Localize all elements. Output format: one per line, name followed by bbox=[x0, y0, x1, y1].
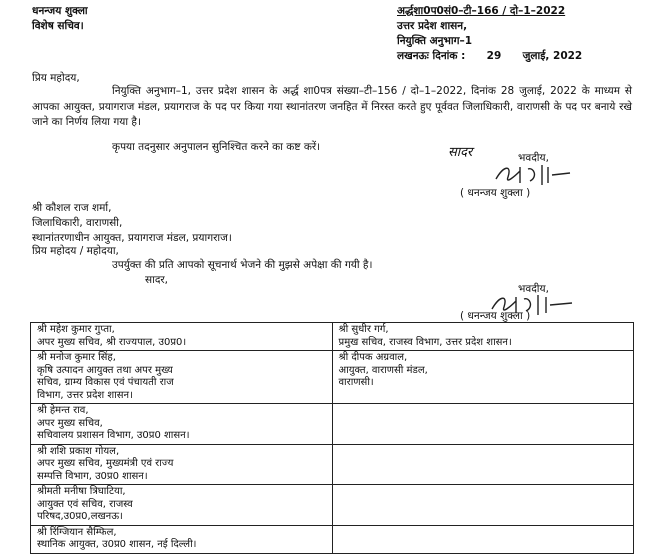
reference-number: अर्द्धशा0प0सं0–टी–166 / दो–1–2022 bbox=[397, 5, 566, 17]
distribution-line: सचिव, ग्राम्य विकास एवं पंचायती राज bbox=[37, 377, 174, 388]
distribution-line: वाराणसी। bbox=[338, 377, 374, 388]
distribution-cell-right bbox=[332, 351, 634, 404]
department-line-2: नियुक्ति अनुभाग–1 bbox=[397, 35, 473, 47]
distribution-line: परिषद,उ0प्र0,लखनऊ। bbox=[37, 511, 123, 522]
date-label: लखनऊः दिनांक : bbox=[397, 50, 466, 62]
distribution-cell-right bbox=[332, 525, 634, 553]
distribution-cell-right bbox=[332, 323, 634, 351]
signatory-name-2: ( धनन्जय शुक्ला ) bbox=[460, 310, 531, 322]
distribution-line: आयुक्त एवं सचिव, राजस्व bbox=[37, 498, 133, 510]
closing-regards-2: भवदीय, bbox=[518, 283, 549, 295]
distribution-line: सम्पत्ति विभाग, उ0प्र0 शासन। bbox=[37, 470, 148, 482]
distribution-line: श्री शशि प्रकाश गोयल, bbox=[37, 445, 120, 457]
letter-date bbox=[397, 49, 582, 63]
distribution-line: कृषि उत्पादन आयुक्त तथा अपर मुख्य bbox=[37, 364, 173, 376]
distribution-row bbox=[31, 485, 634, 526]
distribution-cell-left bbox=[31, 323, 333, 351]
distribution-line: अपर मुख्य सचिव, मुख्यमंत्री एवं राज्य bbox=[37, 458, 174, 469]
distribution-row bbox=[31, 444, 634, 485]
body-paragraph-1 bbox=[32, 84, 632, 131]
sender-name: धनन्जय शुक्ला bbox=[32, 5, 88, 17]
distribution-line: श्री सुधीर गर्ग, bbox=[338, 324, 389, 335]
distribution-cell-left bbox=[31, 351, 333, 404]
distribution-cell-right bbox=[332, 444, 634, 485]
addressee-designation: जिलाधिकारी, वाराणसी, bbox=[32, 217, 123, 229]
sender-title: विशेष सचिव। bbox=[32, 20, 84, 32]
distribution-line: श्री दीपक अग्रवाल, bbox=[338, 352, 408, 363]
body-paragraph-1-text: नियुक्ति अनुभाग–1, उत्तर प्रदेश शासन के अर्द्ध शा0पत्र संख्या–टी–156 / दो–1–2022, दिनांक 28 जुलाई, 2022 के माध्यम से आपका आयुक्त, प्रयागराज मंडल, प्रयागराज के पद पर किया गया स्थानांतरण जनहित में निरस्त करते हुए पूर्ववत जिलाधिकारी, वाराणसी के पद पर बनाये रखे जाने का निर्णय लिया गया है। bbox=[32, 85, 632, 128]
distribution-line: प्रमुख सचिव, राजस्व विभाग, उत्तर प्रदेश शासन। bbox=[338, 336, 512, 348]
salutation: प्रिय महोदय, bbox=[32, 72, 80, 84]
distribution-line: श्री मनोज कुमार सिंह, bbox=[37, 352, 116, 363]
date-day: 29 bbox=[486, 50, 502, 62]
distribution-line: श्रीमती मनीषा त्रिघाटिया, bbox=[37, 486, 126, 497]
closing-regards: भवदीय, bbox=[518, 152, 549, 164]
distribution-cell-right bbox=[332, 485, 634, 526]
distribution-row bbox=[31, 351, 634, 404]
distribution-line: सचिवालय प्रशासन विभाग, उ0प्र0 शासन। bbox=[37, 430, 190, 441]
distribution-line: अपर मुख्य सचिव, bbox=[37, 417, 103, 429]
distribution-cell-left bbox=[31, 444, 333, 485]
distribution-cell-right bbox=[332, 404, 634, 445]
distribution-line: श्री हेमन्त राव, bbox=[37, 405, 89, 416]
copy-salutation: प्रिय महोदय / महोदया, bbox=[32, 245, 119, 257]
distribution-cell-left bbox=[31, 404, 333, 445]
signatory-name: ( धनन्जय शुक्ला ) bbox=[460, 187, 531, 199]
distribution-row bbox=[31, 323, 634, 351]
distribution-line: अपर मुख्य सचिव, श्री राज्यपाल, उ0प्र0। bbox=[37, 336, 187, 348]
date-month-year: जुलाई, 2022 bbox=[522, 50, 583, 62]
distribution-cell-left bbox=[31, 485, 333, 526]
distribution-row bbox=[31, 404, 634, 445]
distribution-table bbox=[30, 322, 634, 554]
distribution-line: श्री महेश कुमार गुप्ता, bbox=[37, 324, 115, 335]
copy-sadar: सादर, bbox=[145, 274, 169, 286]
distribution-line: श्री रिंग्जियान सैम्फिल, bbox=[37, 526, 117, 538]
addressee-additional: स्थानांतरणाधीन आयुक्त, प्रयागराज मंडल, प्रयागराज। bbox=[32, 232, 232, 244]
distribution-line: आयुक्त, वाराणसी मंडल, bbox=[338, 364, 428, 376]
distribution-cell-left bbox=[31, 525, 333, 553]
distribution-line: विभाग, उत्तर प्रदेश शासन। bbox=[37, 389, 133, 401]
signature-image bbox=[490, 161, 574, 187]
addressee-name: श्री कौशल राज शर्मा, bbox=[32, 202, 112, 214]
distribution-row bbox=[31, 525, 634, 553]
department-line-1: उत्तर प्रदेश शासन, bbox=[397, 20, 468, 32]
handwritten-sadar: सादर bbox=[448, 145, 473, 160]
body-paragraph-2: कृपया तदनुसार अनुपालन सुनिश्चित करने का कष्ट करें। bbox=[112, 141, 321, 153]
copy-text: उपर्युक्त की प्रति आपको सूचनार्थ भेजने की मुझसे अपेक्षा की गयी है। bbox=[112, 259, 373, 271]
distribution-line: स्थानिक आयुक्त, उ0प्र0 शासन, नई दिल्ली। bbox=[37, 539, 197, 550]
